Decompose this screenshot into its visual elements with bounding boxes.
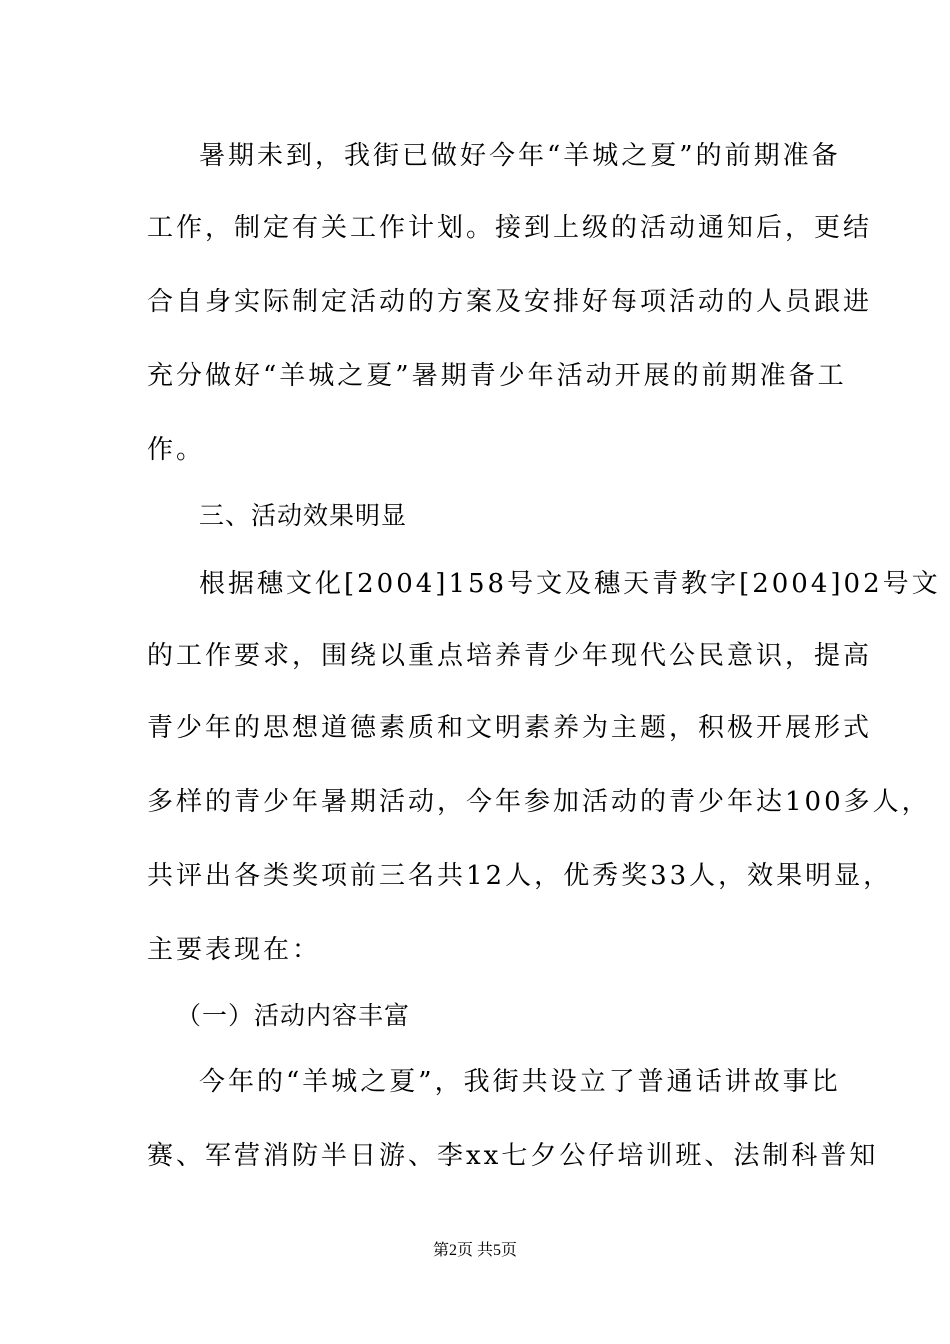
paragraph-line: 合自身实际制定活动的方案及安排好每项活动的人员跟进 [147,287,873,317]
paragraph-line: 赛、军营消防半日游、李xx七夕公仔培训班、法制科普知 [147,1141,879,1171]
paragraph-line: 工作，制定有关工作计划。接到上级的活动通知后，更结 [147,213,873,243]
page-footer: 第2页 共5页 [432,1242,517,1259]
paragraph-line: 共评出各类奖项前三名共12人，优秀奖33人，效果明显， [147,861,893,891]
paragraph-line: 充分做好“羊城之夏”暑期青少年活动开展的前期准备工 [147,361,847,391]
paragraph-line: 作。 [147,435,206,465]
paragraph-line: 青少年的思想道德素质和文明素养为主题，积极开展形式 [147,713,873,743]
paragraph-line: 根据穗文化[2004]158号文及穗天青教字[2004]02号文 [199,569,941,599]
paragraph-line: 主要表现在： [147,935,322,965]
subsection-heading: （一）活动内容丰富 [176,1001,411,1030]
paragraph-line: 多样的青少年暑期活动，今年参加活动的青少年达100多人， [147,787,931,817]
paragraph-line: 暑期未到，我街已做好今年“羊城之夏”的前期准备 [199,141,841,171]
paragraph-line: 今年的“羊城之夏”，我街共设立了普通话讲故事比 [199,1067,841,1097]
section-heading: 三、活动效果明显 [199,501,408,530]
paragraph-line: 的工作要求，围绕以重点培养青少年现代公民意识，提高 [147,641,873,671]
